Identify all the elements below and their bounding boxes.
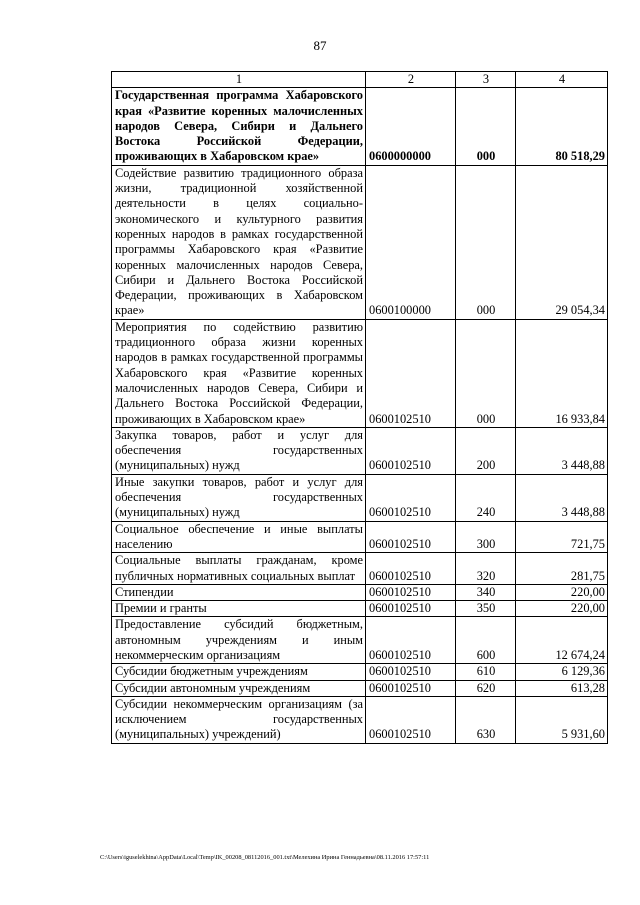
row-name-cell: Социальные выплаты гражданам, кроме публичных нормативных социальных выплат [112,553,366,585]
row-type-cell: 300 [456,521,516,553]
table-row [112,617,608,664]
row-sum-cell: 3 448,88 [516,427,608,474]
row-code-cell: 0600102510 [366,474,456,521]
row-code-cell: 0600100000 [366,165,456,319]
row-type-cell: 620 [456,680,516,696]
row-name-cell: Стипендии [112,584,366,600]
row-name-cell: Субсидии некоммерческим организациям (за исключением государственных (муниципальных) учреждений) [112,696,366,743]
row-name-cell: Премии и гранты [112,601,366,617]
row-sum-cell: 6 129,36 [516,664,608,680]
row-type-cell: 340 [456,584,516,600]
header-col-4: 4 [516,72,608,88]
table-row [112,427,608,474]
row-code-cell: 0600102510 [366,427,456,474]
table-row [112,696,608,743]
row-type-cell: 240 [456,474,516,521]
row-name-cell: Государственная программа Хабаровского края «Развитие коренных малочисленных народов Севера, Сибири и Дальнего Востока Российской Федерации, проживающих в Хабаровском крае» [112,88,366,165]
table-row [112,474,608,521]
row-type-cell: 000 [456,319,516,427]
table-row [112,319,608,427]
table-row [112,521,608,553]
row-type-cell: 630 [456,696,516,743]
row-name-cell: Иные закупки товаров, работ и услуг для обеспечения государственных (муниципальных) нужд [112,474,366,521]
row-code-cell: 0600102510 [366,553,456,585]
table-header-row [112,72,608,88]
row-sum-cell: 721,75 [516,521,608,553]
row-name-cell: Содействие развитию традиционного образа жизни, традиционной хозяйственной деятельности в целях социально-экономического и культурного развития коренных народов в рамках государственной программы Хабаровского края «Развитие коренных малочисленных народов Севера, Сибири и Дальнего Востока Российской Федерации, проживающих в Хабаровском крае» [112,165,366,319]
row-sum-cell: 613,28 [516,680,608,696]
table-row [112,553,608,585]
row-type-cell: 200 [456,427,516,474]
row-code-cell: 0600102510 [366,601,456,617]
header-col-2: 2 [366,72,456,88]
row-name-cell: Субсидии бюджетным учреждениям [112,664,366,680]
row-type-cell: 000 [456,88,516,165]
row-name-cell: Социальное обеспечение и иные выплаты населению [112,521,366,553]
row-code-cell: 0600102510 [366,617,456,664]
row-code-cell: 0600102510 [366,696,456,743]
budget-table [111,71,608,744]
row-name-cell: Предоставление субсидий бюджетным, автономным учреждениям и иным некоммерческим организациям [112,617,366,664]
table-row [112,664,608,680]
header-col-3: 3 [456,72,516,88]
page-number: 87 [313,38,327,53]
row-sum-cell: 5 931,60 [516,696,608,743]
file-path-footer: C:\Users\iguselekhina\AppData\Local\Temp\IK_00208_08112016_001.txt\Мелехина Ирина Геннадьевна\08.11.2016 17:57:11 [100,854,430,861]
row-name-cell: Мероприятия по содействию развитию традиционного образа жизни коренных народов в рамках государственной программы Хабаровского края «Развитие коренных малочисленных народов Севера, Сибири и Дальнего Востока Российской Федерации, проживающих в Хабаровском крае» [112,319,366,427]
row-sum-cell: 29 054,34 [516,165,608,319]
row-name-cell: Субсидии автономным учреждениям [112,680,366,696]
row-name-cell: Закупка товаров, работ и услуг для обеспечения государственных (муниципальных) нужд [112,427,366,474]
row-sum-cell: 80 518,29 [516,88,608,165]
row-code-cell: 0600102510 [366,664,456,680]
row-sum-cell: 220,00 [516,584,608,600]
row-type-cell: 600 [456,617,516,664]
row-code-cell: 0600102510 [366,521,456,553]
table-row [112,680,608,696]
table-row [112,584,608,600]
row-type-cell: 610 [456,664,516,680]
row-type-cell: 320 [456,553,516,585]
table-row [112,601,608,617]
table-row [112,165,608,319]
row-code-cell: 0600102510 [366,680,456,696]
row-sum-cell: 16 933,84 [516,319,608,427]
row-type-cell: 350 [456,601,516,617]
row-sum-cell: 12 674,24 [516,617,608,664]
table-body [112,72,608,744]
row-code-cell: 0600000000 [366,88,456,165]
row-code-cell: 0600102510 [366,319,456,427]
row-code-cell: 0600102510 [366,584,456,600]
table-row [112,88,608,165]
row-type-cell: 000 [456,165,516,319]
row-sum-cell: 3 448,88 [516,474,608,521]
row-sum-cell: 281,75 [516,553,608,585]
row-sum-cell: 220,00 [516,601,608,617]
header-col-1: 1 [112,72,366,88]
